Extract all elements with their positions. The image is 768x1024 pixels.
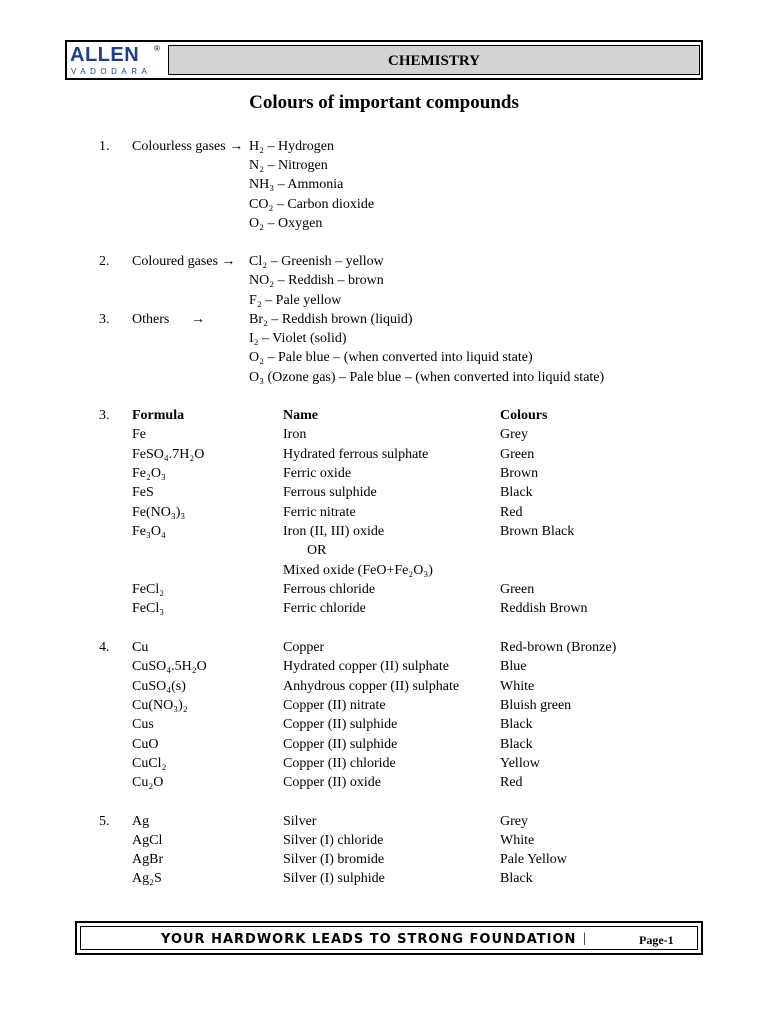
list-item: O₂ – Pale blue – (when converted into liquid state): [249, 350, 533, 365]
formula-cell: FeSO₄.7H₂O: [132, 447, 205, 462]
name-cell: Mixed oxide (FeO+Fe₂O₃): [283, 563, 433, 578]
subject-title: CHEMISTRY: [168, 45, 700, 75]
page-footer: [75, 921, 703, 955]
list-item: Cl₂ – Greenish – yellow: [249, 254, 384, 269]
name-cell: Ferrous sulphide: [283, 485, 377, 500]
formula-cell: Ag: [132, 814, 150, 829]
formula-cell: CuO: [132, 737, 159, 752]
name-cell: Iron: [283, 427, 307, 442]
formula-cell: Cus: [132, 717, 154, 732]
colour-cell: Pale Yellow: [500, 852, 567, 867]
formula-cell: CuSO₄(s): [132, 679, 186, 694]
colour-cell: Black: [500, 737, 533, 752]
footer-separator: |: [583, 931, 586, 946]
arrow-symbol: →: [191, 312, 205, 327]
colour-cell: Bluish green: [500, 698, 572, 713]
colour-cell: Blue: [500, 659, 527, 674]
colour-cell: Grey: [500, 814, 528, 829]
formula-cell: Fe: [132, 427, 146, 442]
name-cell: Ferric nitrate: [283, 505, 356, 520]
formula-cell: AgBr: [132, 852, 164, 867]
column-header-formula: Formula: [132, 408, 185, 423]
column-header-name: Name: [283, 408, 318, 423]
section-number: 1.: [99, 139, 110, 154]
colour-cell: Yellow: [500, 756, 540, 771]
name-cell: Silver (I) sulphide: [283, 871, 385, 886]
list-item: CO₂ – Carbon dioxide: [249, 197, 375, 212]
formula-cell: Ag₂S: [132, 871, 162, 886]
name-cell: Hydrated ferrous sulphate: [283, 447, 429, 462]
name-cell: Iron (II, III) oxide: [283, 524, 385, 539]
formula-cell: Cu(NO₃)₂: [132, 698, 188, 713]
name-cell: Silver (I) chloride: [283, 833, 384, 848]
name-cell: Ferrous chloride: [283, 582, 376, 597]
section-label: Coloured gases →: [132, 254, 236, 269]
list-item: Br₂ – Reddish brown (liquid): [249, 312, 413, 327]
allen-logo: [70, 44, 166, 78]
footer-slogan: YOUR HARDWORK LEADS TO STRONG FOUNDATION: [161, 932, 577, 947]
formula-cell: Fe₃O₄: [132, 524, 166, 539]
name-cell: Hydrated copper (II) sulphate: [283, 659, 449, 674]
list-item: N₂ – Nitrogen: [249, 158, 328, 173]
colour-cell: Red: [500, 775, 523, 790]
colour-cell: Reddish Brown: [500, 601, 588, 616]
colour-cell: Green: [500, 447, 535, 462]
colour-cell: Grey: [500, 427, 528, 442]
formula-cell: FeS: [132, 485, 154, 500]
registered-mark: ®: [154, 44, 160, 53]
name-cell: Silver (I) bromide: [283, 852, 385, 867]
colour-cell: Brown: [500, 466, 539, 481]
list-item: F₂ – Pale yellow: [249, 293, 342, 308]
name-cell: Ferric oxide: [283, 466, 352, 481]
list-item: O₃ (Ozone gas) – Pale blue – (when converted into liquid state): [249, 370, 605, 385]
formula-cell: Cu₂O: [132, 775, 164, 790]
formula-cell: FeCl₂: [132, 582, 165, 597]
section-number: 3.: [99, 312, 110, 327]
formula-cell: Cu: [132, 640, 149, 655]
page-number: Page-1: [639, 933, 674, 947]
page-header: [65, 40, 703, 80]
name-cell: Copper (II) nitrate: [283, 698, 386, 713]
name-cell: Anhydrous copper (II) sulphate: [283, 679, 460, 694]
or-separator: OR: [307, 543, 327, 558]
section-number: 4.: [99, 640, 110, 655]
colour-cell: White: [500, 833, 535, 848]
formula-cell: AgCl: [132, 833, 163, 848]
colour-cell: Black: [500, 871, 533, 886]
list-item: I₂ – Violet (solid): [249, 331, 347, 346]
colour-cell: White: [500, 679, 535, 694]
name-cell: Copper (II) sulphide: [283, 717, 398, 732]
list-item: NH₃ – Ammonia: [249, 177, 344, 192]
section-number: 5.: [99, 814, 110, 829]
formula-cell: CuCl₂: [132, 756, 167, 771]
colour-cell: Brown Black: [500, 524, 575, 539]
name-cell: Silver: [283, 814, 317, 829]
colour-cell: Black: [500, 485, 533, 500]
formula-cell: Fe(NO₃)₃: [132, 505, 186, 520]
list-item: H₂ – Hydrogen: [249, 139, 334, 154]
name-cell: Copper (II) oxide: [283, 775, 381, 790]
colour-cell: Red: [500, 505, 523, 520]
logo-text: ALLEN: [70, 44, 140, 66]
section-label: Colourless gases →: [132, 139, 244, 154]
footer-frame: [80, 926, 698, 950]
colour-cell: Black: [500, 717, 533, 732]
formula-cell: CuSO₄.5H₂O: [132, 659, 207, 674]
section-number: 2.: [99, 254, 110, 269]
logo-subtext: VADODARA: [71, 67, 152, 76]
colour-cell: Red-brown (Bronze): [500, 640, 617, 655]
list-item: NO₂ – Reddish – brown: [249, 273, 384, 288]
formula-cell: FeCl₃: [132, 601, 165, 616]
section-label: Others: [132, 312, 170, 327]
formula-cell: Fe₂O₃: [132, 466, 166, 481]
section-number: 3.: [99, 408, 110, 423]
name-cell: Copper: [283, 640, 325, 655]
list-item: O₂ – Oxygen: [249, 216, 323, 231]
column-header-colours: Colours: [500, 408, 548, 423]
document-title: Colours of important compounds: [249, 92, 519, 113]
name-cell: Copper (II) sulphide: [283, 737, 398, 752]
name-cell: Copper (II) chloride: [283, 756, 396, 771]
name-cell: Ferric chloride: [283, 601, 366, 616]
colour-cell: Green: [500, 582, 535, 597]
